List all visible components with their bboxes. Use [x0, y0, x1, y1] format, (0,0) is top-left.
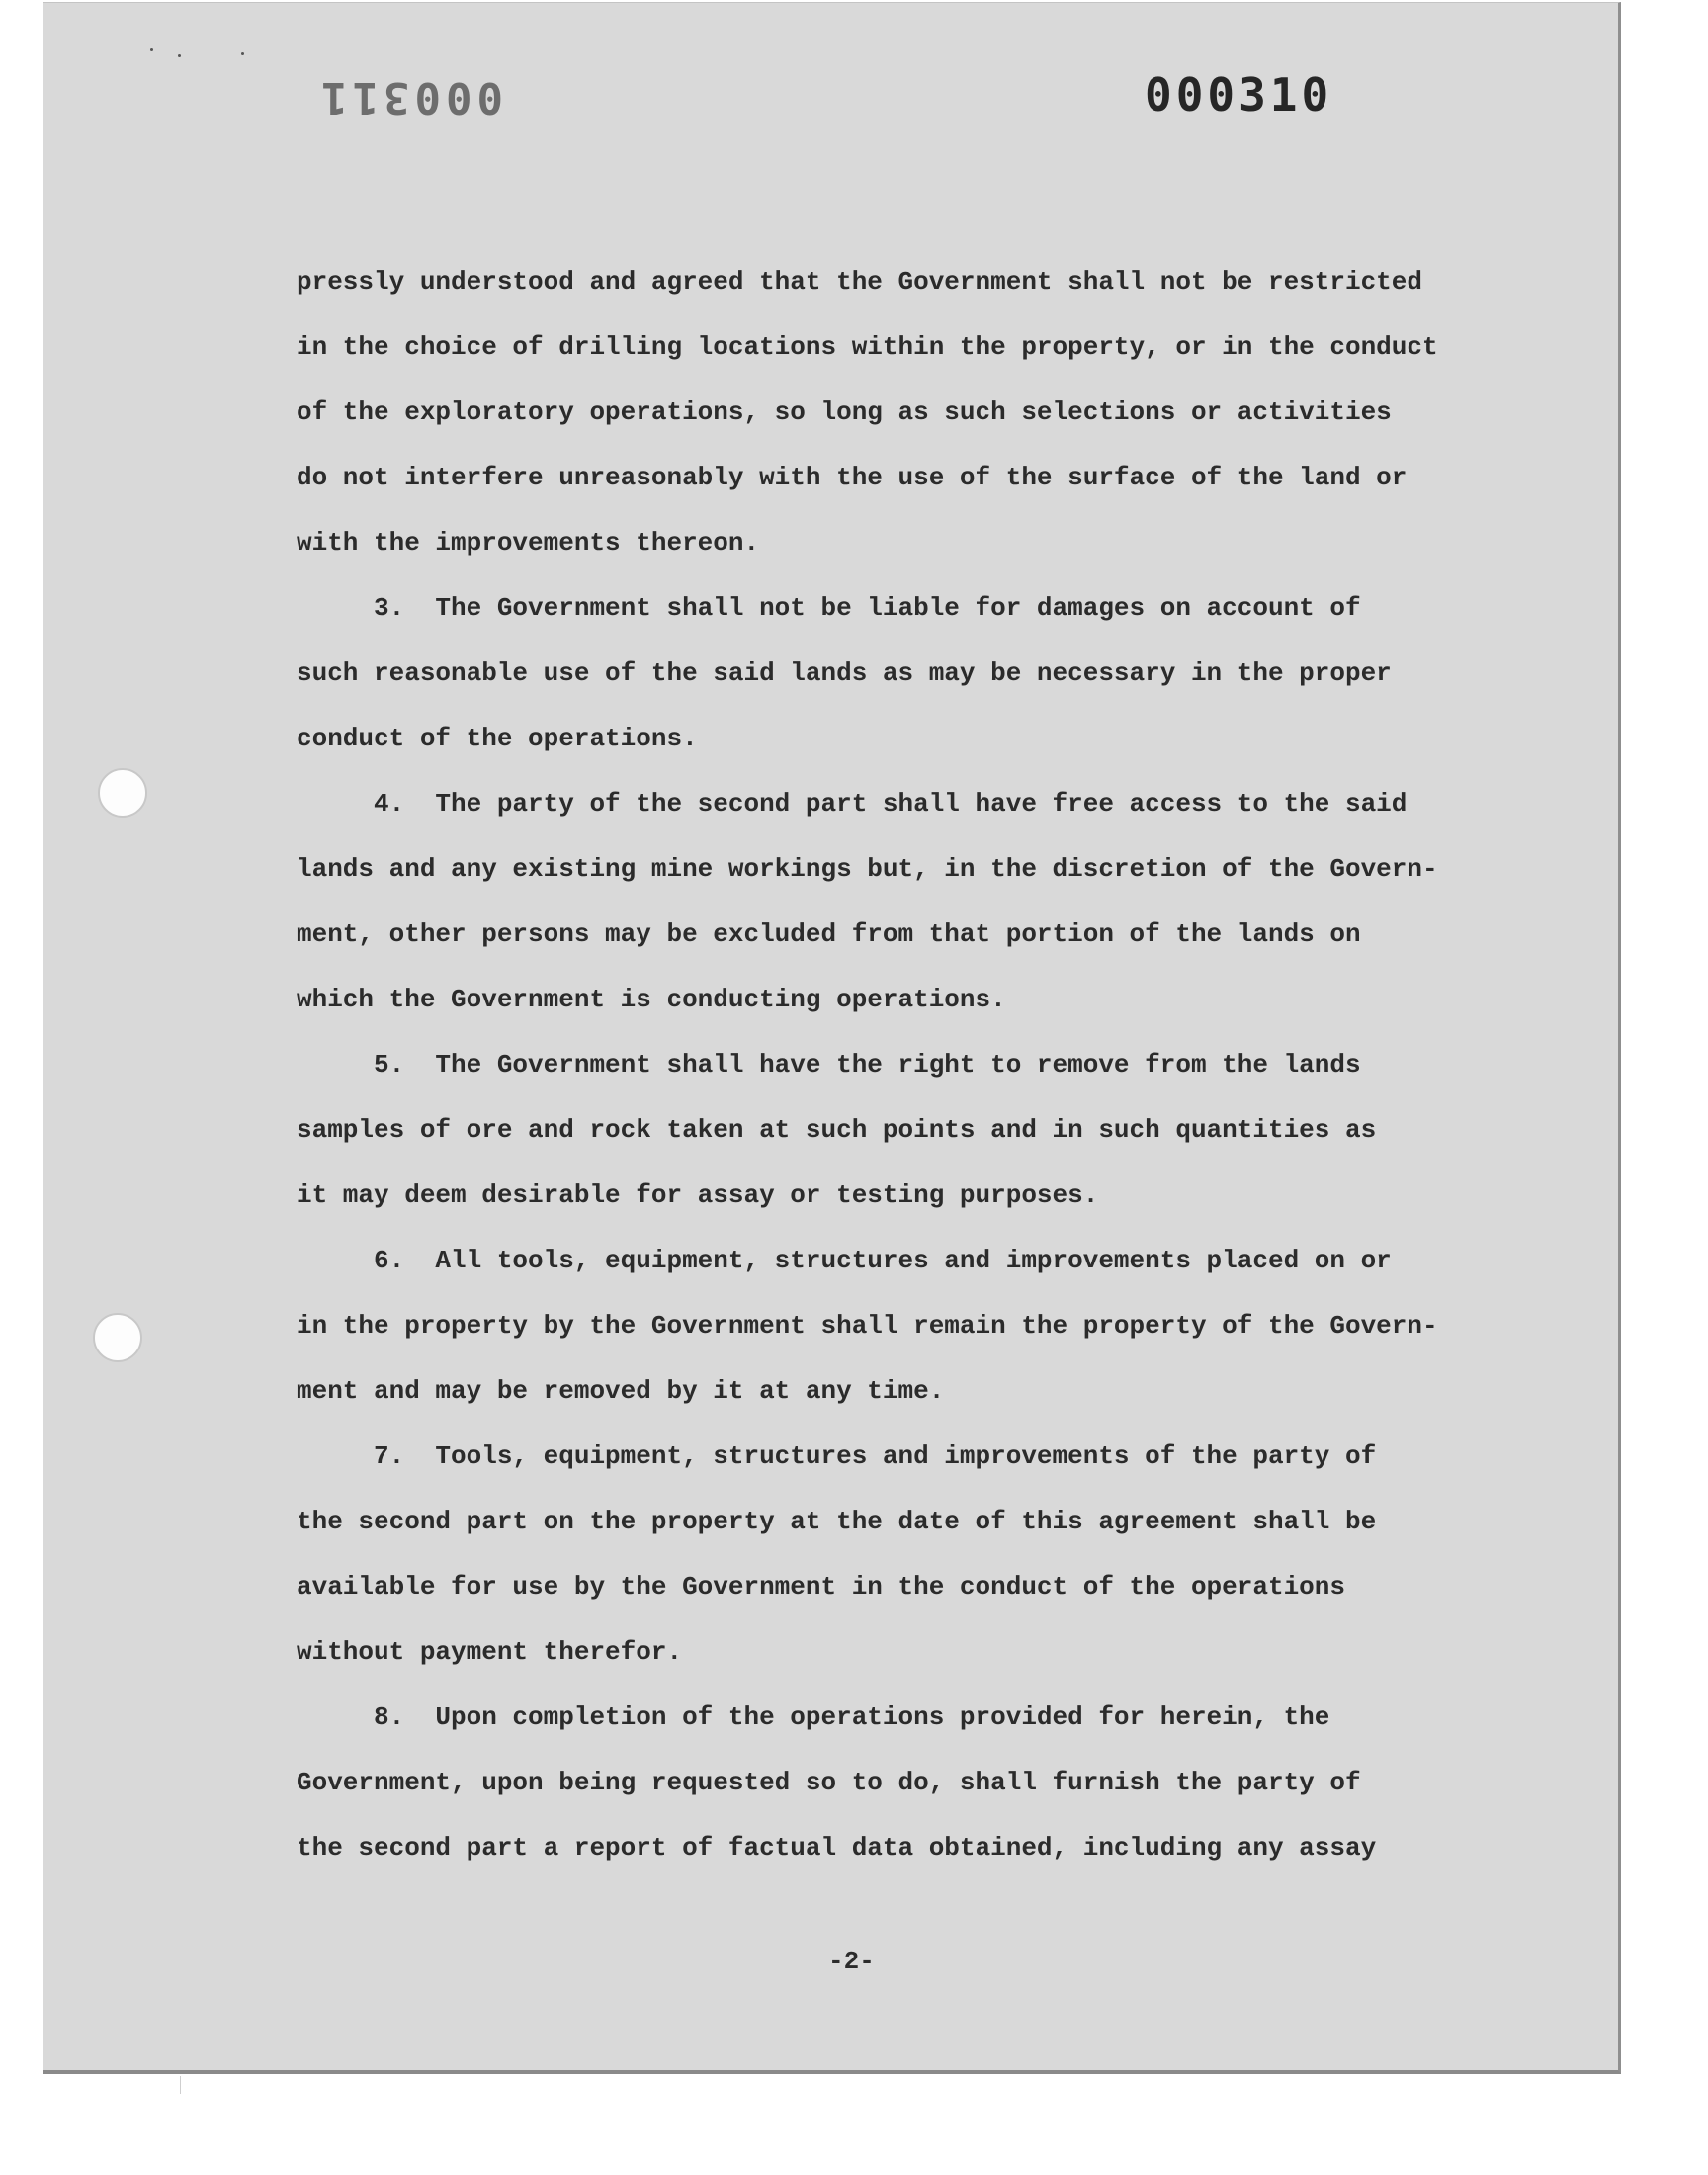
punch-hole-upper	[98, 768, 147, 818]
punch-hole-lower	[93, 1313, 142, 1362]
text-line: do not interfere unreasonably with the use of the surface of the land or	[297, 463, 1408, 492]
paragraph-5-first-line: 5. The Government shall have the right to remove from the lands	[297, 1050, 1361, 1080]
text-line: pressly understood and agreed that the Government shall not be restricted	[297, 267, 1422, 297]
text-line: in the choice of drilling locations within the property, or in the conduct	[297, 332, 1438, 362]
document-number-stamp: 000310	[1145, 68, 1333, 122]
mirrored-document-number-stamp: 000311	[316, 72, 503, 123]
page-number: -2-	[828, 1947, 875, 1976]
text-line: of the exploratory operations, so long as such selections or activities	[297, 397, 1392, 427]
text-line: Government, upon being requested so to do, shall furnish the party of	[297, 1768, 1361, 1797]
text-line: the second part on the property at the date of this agreement shall be	[297, 1507, 1377, 1536]
text-line: which the Government is conducting operations.	[297, 985, 1006, 1014]
text-line: lands and any existing mine workings but, in the discretion of the Govern-	[297, 854, 1438, 884]
scan-speck	[178, 54, 181, 57]
text-line: such reasonable use of the said lands as may be necessary in the proper	[297, 658, 1392, 688]
text-line: samples of ore and rock taken at such points and in such quantities as	[297, 1115, 1377, 1145]
text-line: in the property by the Government shall remain the property of the Govern-	[297, 1311, 1438, 1341]
paragraph-7-first-line: 7. Tools, equipment, structures and improvements of the party of	[297, 1441, 1377, 1471]
text-line: with the improvements thereon.	[297, 528, 760, 558]
text-line: available for use by the Government in the conduct of the operations	[297, 1572, 1345, 1602]
paragraph-4-first-line: 4. The party of the second part shall have free access to the said	[297, 789, 1408, 819]
scan-edge-mark	[180, 2076, 181, 2094]
paragraph-3-first-line: 3. The Government shall not be liable for damages on account of	[297, 593, 1361, 623]
text-line: it may deem desirable for assay or testing purposes.	[297, 1180, 1099, 1210]
paragraph-6-first-line: 6. All tools, equipment, structures and improvements placed on or	[297, 1246, 1392, 1275]
paragraph-8-first-line: 8. Upon completion of the operations provided for herein, the	[297, 1702, 1330, 1732]
text-line: conduct of the operations.	[297, 724, 698, 753]
text-line: ment and may be removed by it at any time.	[297, 1376, 945, 1406]
document-sheet	[43, 2, 1621, 2074]
text-line: ment, other persons may be excluded from that portion of the lands on	[297, 919, 1361, 949]
text-line: the second part a report of factual data obtained, including any assay	[297, 1833, 1377, 1863]
scan-speck	[241, 52, 244, 55]
text-line: without payment therefor.	[297, 1637, 683, 1667]
scan-speck	[150, 48, 153, 51]
